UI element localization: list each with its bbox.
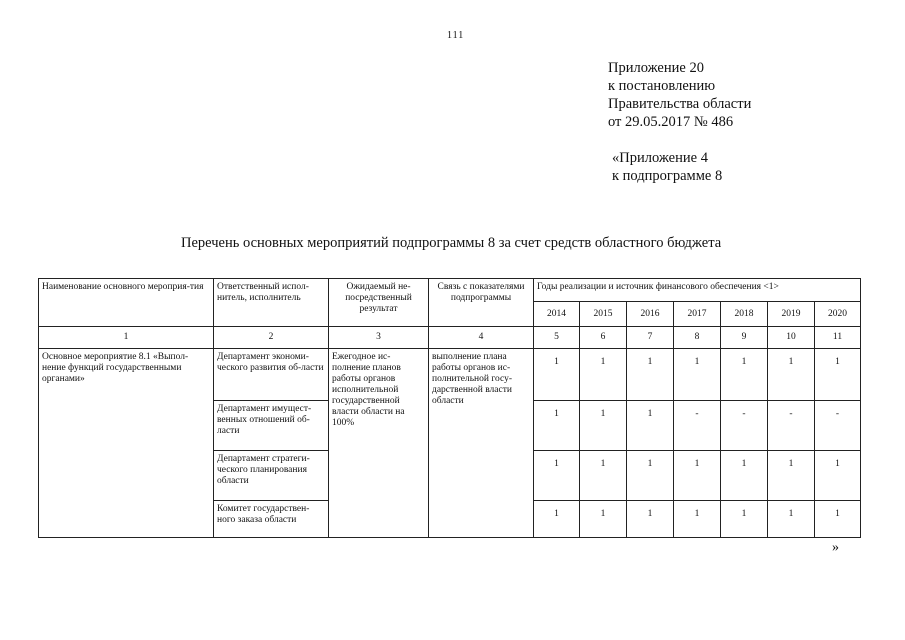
value-cell: 1 [534, 401, 580, 451]
page-number: 111 [447, 30, 465, 41]
header-year: 2018 [721, 302, 768, 327]
responsible-cell: Департамент стратеги-ческого планирования области [214, 451, 329, 501]
column-number: 5 [534, 327, 580, 349]
value-cell: 1 [815, 349, 861, 401]
header-year: 2020 [815, 302, 861, 327]
column-number: 7 [627, 327, 674, 349]
value-cell: 1 [768, 501, 815, 538]
header-responsible: Ответственный испол-нитель, исполнитель [214, 279, 329, 327]
column-number: 4 [429, 327, 534, 349]
header-years-title: Годы реализации и источник финансового обеспечения <1> [534, 279, 861, 302]
value-cell: 1 [627, 451, 674, 501]
appendix-block [608, 59, 751, 131]
responsible-cell: Комитет государствен-ного заказа области [214, 501, 329, 538]
value-cell: 1 [674, 501, 721, 538]
column-number: 8 [674, 327, 721, 349]
value-cell: - [815, 401, 861, 451]
value-cell: 1 [815, 451, 861, 501]
column-number: 2 [214, 327, 329, 349]
column-number: 1 [39, 327, 214, 349]
column-number: 10 [768, 327, 815, 349]
appendix2-line-1: «Приложение 4 [612, 150, 708, 166]
column-number: 9 [721, 327, 768, 349]
value-cell: 1 [580, 451, 627, 501]
appendix-line-2: к постановлению [608, 78, 716, 94]
value-cell: 1 [768, 349, 815, 401]
table-row [39, 349, 861, 401]
header-year: 2014 [534, 302, 580, 327]
header-activity-name: Наименование основного мероприя-тия [39, 279, 214, 327]
value-cell: 1 [627, 501, 674, 538]
header-expected-result: Ожидаемый не-посредственный результат [329, 279, 429, 327]
value-cell: 1 [580, 349, 627, 401]
indicator-link-cell: выполнение плана работы органов ис-полнительной госу-дарственной власти области [429, 349, 534, 538]
header-year: 2019 [768, 302, 815, 327]
value-cell: 1 [674, 349, 721, 401]
column-number: 3 [329, 327, 429, 349]
value-cell: 1 [534, 501, 580, 538]
value-cell: 1 [815, 501, 861, 538]
closing-quote: » [832, 540, 839, 555]
document-title: Перечень основных мероприятий подпрограммы 8 за счет средств областного бюджета [181, 235, 722, 251]
value-cell: 1 [768, 451, 815, 501]
appendix-line-1: Приложение 20 [608, 60, 704, 76]
appendix-subprogram-block [612, 149, 722, 185]
appendix2-line-2: к подпрограмме 8 [612, 168, 723, 184]
value-cell: 1 [721, 349, 768, 401]
activities-table [38, 278, 861, 538]
value-cell: 1 [534, 349, 580, 401]
value-cell: - [674, 401, 721, 451]
value-cell: 1 [627, 401, 674, 451]
value-cell: - [721, 401, 768, 451]
value-cell: 1 [580, 401, 627, 451]
activity-name-cell: Основное мероприятие 8.1 «Выпол-нение функций государственными органами» [39, 349, 214, 538]
value-cell: 1 [534, 451, 580, 501]
value-cell: 1 [721, 451, 768, 501]
column-number: 11 [815, 327, 861, 349]
column-number: 6 [580, 327, 627, 349]
header-year: 2015 [580, 302, 627, 327]
value-cell: 1 [580, 501, 627, 538]
header-indicator-link: Связь с показателями подпрограммы [429, 279, 534, 327]
responsible-cell: Департамент экономи-ческого развития об-ласти [214, 349, 329, 401]
value-cell: 1 [721, 501, 768, 538]
responsible-cell: Департамент имущест-венных отношений об-ласти [214, 401, 329, 451]
header-year: 2017 [674, 302, 721, 327]
value-cell: 1 [627, 349, 674, 401]
value-cell: - [768, 401, 815, 451]
appendix-line-4: от 29.05.2017 № 486 [608, 114, 734, 130]
appendix-line-3: Правительства области [608, 96, 752, 112]
value-cell: 1 [674, 451, 721, 501]
header-year: 2016 [627, 302, 674, 327]
expected-result-cell: Ежегодное ис-полнение планов работы органов исполнительной государственной власти области на 100% [329, 349, 429, 538]
